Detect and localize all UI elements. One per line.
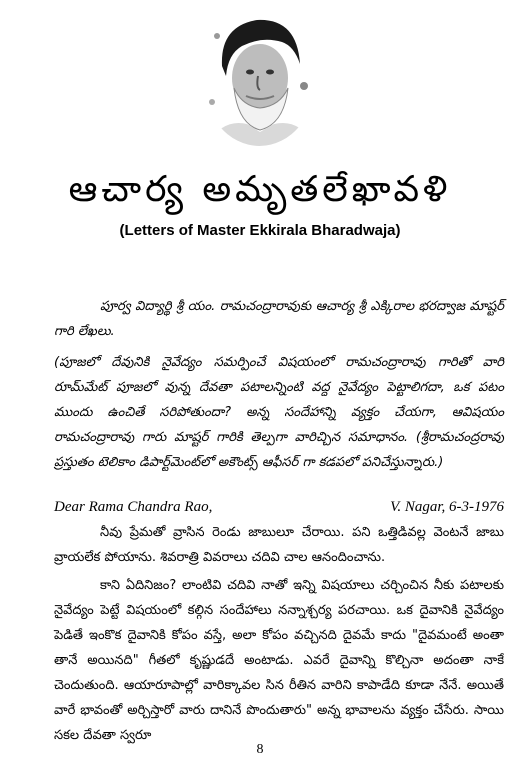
- place-date: V. Nagar, 6-3-1976: [390, 499, 504, 515]
- portrait-photo: [202, 6, 317, 146]
- intro-line: పూర్వ విద్యార్థి శ్రీ యం. రామచంద్రారావుకు ఆచార్య శ్రీ ఎక్కిరాల భరద్వాజ మాష్టర్ గారి లేఖలు.: [54, 299, 504, 339]
- page-subtitle: (Letters of Master Ekkirala Bharadwaja): [119, 222, 401, 239]
- letter-header: [54, 499, 504, 516]
- page-title: ఆచార్య అమృతలేఖావళి: [68, 169, 452, 210]
- page-number: 8: [256, 742, 264, 757]
- intro-context: (పూజలో దేవునికి నైవేద్యం సమర్పించే విషయంలో రామచంద్రారావు గారితో వారి రూమ్‌మేట్ పూజలో వున్న దేవతా పటాలన్నింటి వద్ద నైవేద్యం పెట్టాలిగదా, ఒక పటం ముందు ఉంచితే సరిపోతుందా? అన్న సందేహాన్ని వ్యక్తం చేయగా, ఆవిషయం రామచంద్రారావు గారు మాష్టర్ గారికి తెల్పగా వారిచ్చిన సమాధానం. (శ్రీరామచంద్రరావు ప్రస్తుతం టెలికాం డిపార్ట్‌మెంట్‌లో అకౌంట్స్ ఆఫీసర్ గా కడపలో పనిచేస్తున్నారు.): [54, 355, 504, 470]
- salutation: Dear Rama Chandra Rao,: [54, 499, 213, 515]
- letter-paragraph-2: కాని ఏదినిజం? లాంటివి చదివి నాతో ఇన్ని విషయాలు చర్చించిన నీకు పటాలకు నైవేద్యం పెట్టే విషయంలో కల్గిన సందేహాలు నన్నాశ్చర్య పరచాయి. ఒక దైవానికి నైవేద్యం పెడితే ఇంకొక దైవానికి కోపం వస్తే, అలా కోపం వచ్చినది దైవమే కాదు "దైవమంటే అంతా తానే అయినది" గీతలో కృష్ణుడదే అంటాడు. ఎవరే దైవాన్ని కొల్చినా అదంతా నాకే చెందుతుంది. ఆయారూపాల్లో వారిక్కావల సిన రీతిన వారిని కాపాడేది కూడా నేనే. అయితే వారే భావంతో అర్చిస్తారో వారు దానినే పొందుతారు" అన్న భావాలను వ్యక్తం చేసేరు. సాయి సకల దేవతా స్వరూ: [54, 578, 504, 743]
- letter-paragraph-1: నీవు ప్రేమతో వ్రాసిన రెండు జాబులూ చేరాయి. పని ఒత్తిడివల్ల వెంటనే జాబు వ్రాయలేక పోయాను. శివరాత్రి వివరాలు చదివి చాల ఆనందించాను.: [54, 525, 504, 565]
